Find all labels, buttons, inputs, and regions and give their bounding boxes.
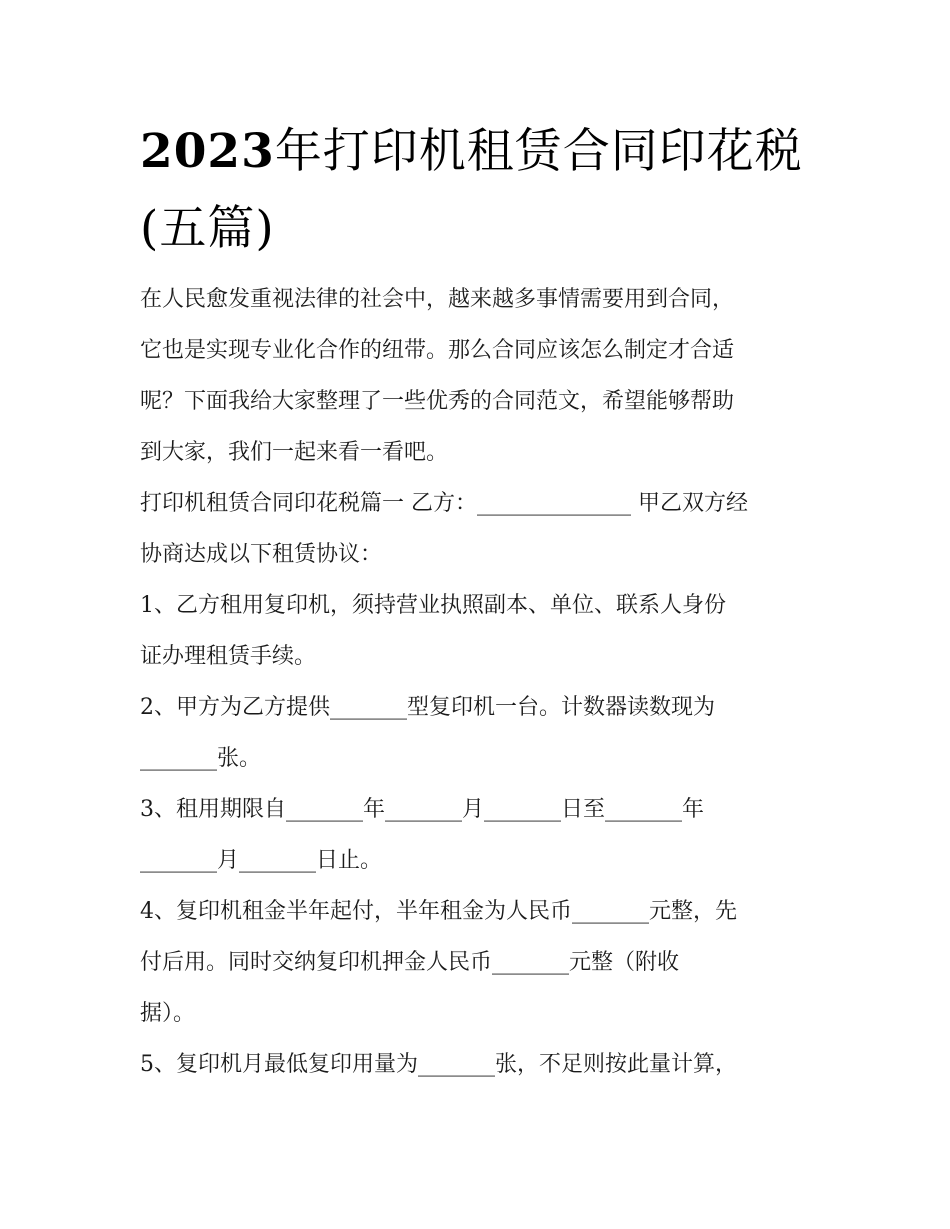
section-heading-paragraph: [140, 478, 820, 580]
clause-2: [140, 682, 820, 784]
section-line: 打印机租赁合同印花税篇一 乙方：______________ 甲乙双方经: [140, 491, 748, 516]
clause-line: 证办理租赁手续。: [140, 644, 317, 669]
clause-line: 5、复印机月最低复印用量为_______张，不足则按此量计算，: [140, 1052, 737, 1077]
document-body: [140, 274, 820, 1090]
clause-line: 2、甲方为乙方提供_______型复印机一台。计数器读数现为: [140, 695, 715, 720]
clause-4: [140, 886, 820, 1039]
intro-paragraph: [140, 274, 820, 478]
clause-line: 4、复印机租金半年起付，半年租金为人民币_______元整，先: [140, 899, 737, 924]
title-year: 2023: [140, 124, 275, 179]
intro-line: 在人民愈发重视法律的社会中，越来越多事情需要用到合同，: [140, 287, 735, 312]
document-title: [140, 113, 820, 267]
clause-line: _______月_______日止。: [140, 848, 383, 873]
clause-line: 3、租用期限自_______年_______月_______日至_______年: [140, 797, 704, 822]
clause-line: _______张。: [140, 746, 262, 771]
intro-line: 呢？下面我给大家整理了一些优秀的合同范文，希望能够帮助: [140, 389, 735, 414]
section-line: 协商达成以下租赁协议：: [140, 542, 383, 567]
clause-1: [140, 580, 820, 682]
clause-line: 1、乙方租用复印机，须持营业执照副本、单位、联系人身份: [140, 593, 726, 618]
clause-5: [140, 1039, 820, 1090]
title-line2: (五篇): [140, 201, 275, 256]
clause-line: 据）。: [140, 1001, 196, 1026]
clause-3: [140, 784, 820, 886]
intro-line: 它也是实现专业化合作的纽带。那么合同应该怎么制定才合适: [140, 338, 735, 363]
intro-line: 到大家，我们一起来看一看吧。: [140, 440, 449, 465]
clause-line: 付后用。同时交纳复印机押金人民币_______元整（附收: [140, 950, 680, 975]
title-line1: 年打印机租赁合同印花税: [274, 124, 803, 179]
